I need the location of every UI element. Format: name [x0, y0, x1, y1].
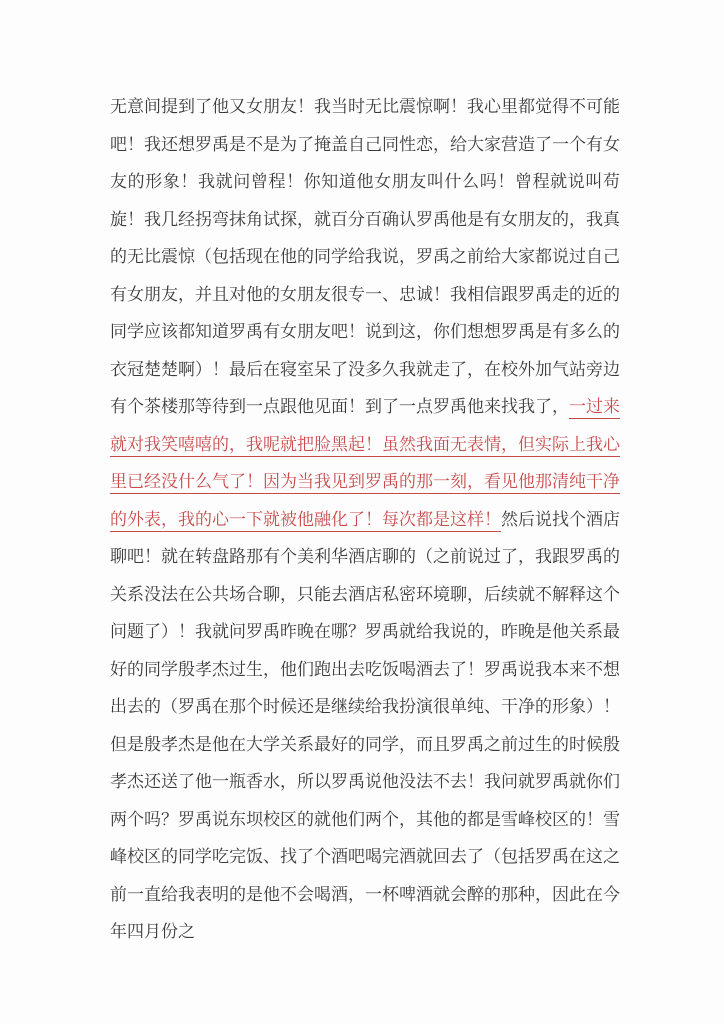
text-run-highlight: 一过来就对我笑嘻嘻的，我呢就把脸黑起！虽然我面无表情，但实际上我心里已经没什么气了！因为当我见到罗禹的那一刻，看见他那清纯干净的外表，我的心一下就被他融化了！每次都是这样！: [110, 397, 620, 529]
text-run-normal: 无意间提到了他又女朋友！我当时无比震惊啊！我心里都觉得不可能吧！我还想罗禹是不是为了掩盖自己同性恋，给大家营造了一个有女友的形象！我就问曾程！你知道他女朋友叫什么吗！曾程就说叫苟旋！我几经拐弯抹角试探，就百分百确认罗禹他是有女朋友的，我真的无比震惊（包括现在他的同学给我说，罗禹之前给大家都说过自己有女朋友，并且对他的女朋友很专一、忠诚！我相信跟罗禹走的近的同学应该都知道罗禹有女朋友吧！说到这，你们想想罗禹是有多么的衣冠楚楚啊）！最后在寝室呆了没多久我就走了，在校外加气站旁边有个茶楼那等待到一点跟他见面！到了一点罗禹他来找我了，: [110, 97, 620, 416]
document-paragraph: [110, 88, 620, 951]
text-run-normal: 然后说找个酒店聊吧！就在转盘路那有个美利华酒店聊的（之前说过了，我跟罗禹的关系没法在公共场合聊，只能去酒店私密环境聊，后续就不解释这个问题了）！我就问罗禹昨晚在哪？罗禹就给我说的，昨晚是他关系最好的同学殷孝杰过生，他们跑出去吃饭喝酒去了！罗禹说我本来不想出去的（罗禹在那个时候还是继续给我扮演很单纯、干净的形象）！但是殷孝杰是他在大学关系最好的同学，而且罗禹之前过生的时候殷孝杰还送了他一瓶香水，所以罗禹说他没法不去！我问就罗禹就你们两个吗？罗禹说东坝校区的就他们两个，其他的都是雪峰校区的！雪峰校区的同学吃完饭、找了个酒吧喝完酒就回去了（包括罗禹在这之前一直给我表明的是他不会喝酒，一杯啤酒就会醉的那种，因此在今年四月份之: [110, 509, 620, 941]
document-page: [110, 88, 620, 951]
